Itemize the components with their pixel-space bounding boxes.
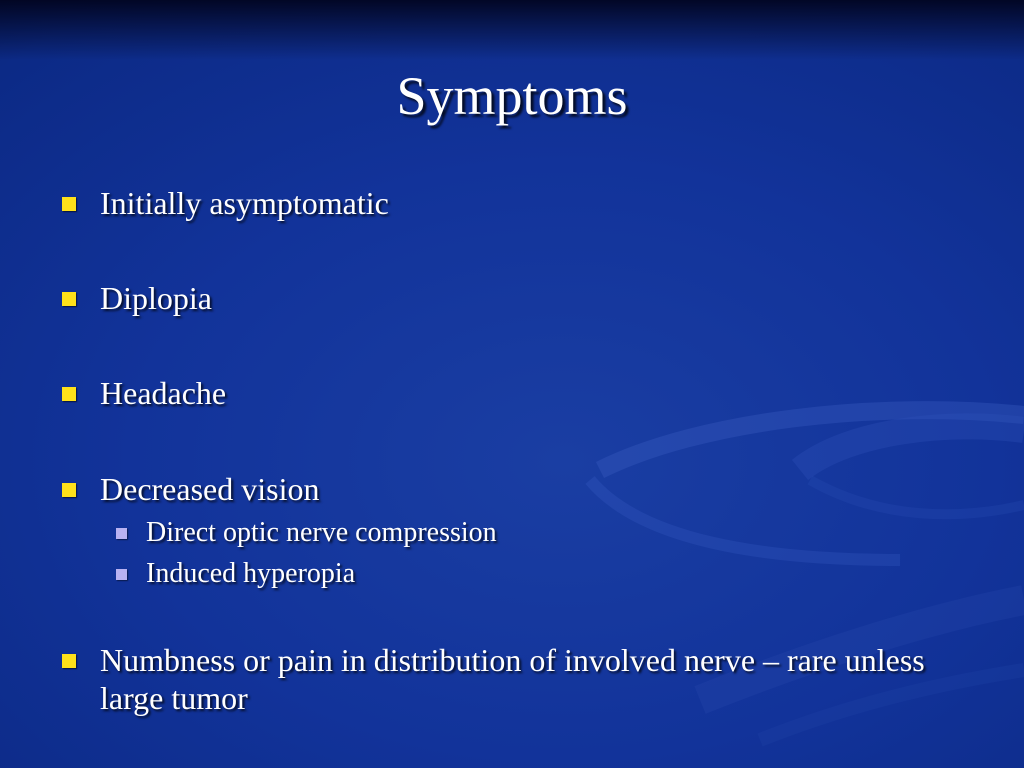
lavender-square-bullet-icon [116,569,127,580]
yellow-square-bullet-icon [62,387,76,401]
yellow-square-bullet-icon [62,197,76,211]
yellow-square-bullet-icon [62,654,76,668]
bullet-text: Decreased vision [100,471,320,507]
bullet-text: Initially asymptomatic [100,185,389,221]
lavender-square-bullet-icon [116,528,127,539]
yellow-square-bullet-icon [62,292,76,306]
sub-bullet-text: Direct optic nerve compression [146,517,497,548]
bullet-text: Numbness or pain in distribution of involved nerve – rare unless large tumor [100,642,925,716]
yellow-square-bullet-icon [62,483,76,497]
sub-bullet-text: Induced hyperopia [146,558,356,589]
bullet-text: Diplopia [100,280,212,316]
slide-title: Symptoms [396,66,628,126]
bullet-text: Headache [100,375,227,411]
